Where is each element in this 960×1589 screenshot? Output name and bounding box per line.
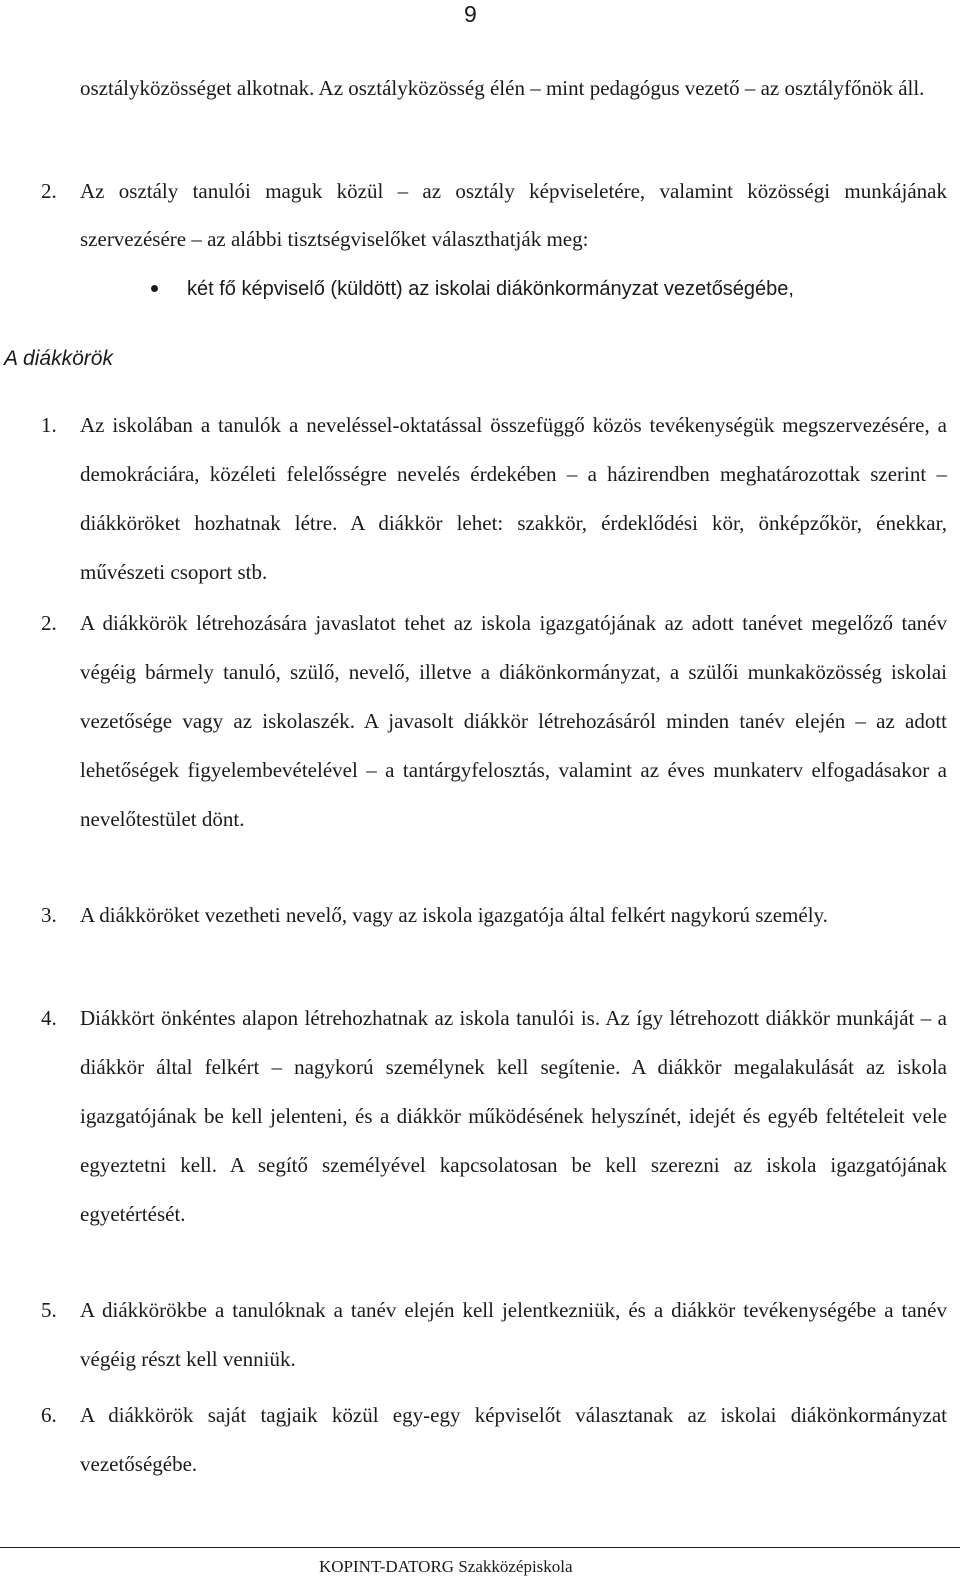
section-heading: A diákkörök <box>4 347 113 370</box>
list-item-number: 2. <box>41 179 57 203</box>
list-item <box>41 994 947 1239</box>
list-item <box>41 599 947 844</box>
continuation-paragraph: osztályközösséget alkotnak. Az osztályközösség élén – mint pedagógus vezető – az osztályfőnök áll. <box>80 76 925 100</box>
list-item-number: 6. <box>41 1403 57 1427</box>
list-item-number: 2. <box>41 611 57 635</box>
list-item <box>41 1286 947 1384</box>
list-item-text: A diákkörökbe a tanulóknak a tanév elején kell jelentkezniük, és a diákkör tevékenységébe a tanév végéig részt kell venniük. <box>80 1298 947 1371</box>
list-item-number: 1. <box>41 413 57 437</box>
list-item-text: Az osztály tanulói maguk közül – az osztály képviseletére, valamint közösségi munkájának szervezésére – az alábbi tisztségviselőket választhatják meg: <box>80 179 947 251</box>
page-number: 9 <box>464 1 477 27</box>
footer-text: KOPINT-DATORG Szakközépiskola <box>319 1557 573 1576</box>
list-item-text: Az iskolában a tanulók a neveléssel-oktatással összefüggő közös tevékenységük megszervezésére, a demokráciára, közéleti felelősségre nevelés érdekében – a házirendben meghatározottak szerint – diákköröket hozhatnak létre. A diákkör lehet: szakkör, érdeklődési kör, önképzőkör, énekkar, művészeti csoport stb. <box>80 413 947 584</box>
list-item <box>41 1391 947 1489</box>
list-item-number: 4. <box>41 1006 57 1030</box>
list-item-number: 3. <box>41 903 57 927</box>
list-item-text: A diákköröket vezetheti nevelő, vagy az iskola igazgatója által felkért nagykorú személy. <box>80 903 828 927</box>
list-item-text: A diákkörök létrehozására javaslatot tehet az iskola igazgatójának az adott tanévet megelőző tanév végéig bármely tanuló, szülő, nevelő, illetve a diákönkormányzat, a szülői munkaközösség iskolai vezetősége vagy az iskolaszék. A javasolt diákkör létrehozásáról minden tanév elején – az adott lehetőségek figyelembevételével – a tantárgyfelosztás, valamint az éves munkaterv elfogadásakor a nevelőtestület dönt. <box>80 611 947 831</box>
bullet-text: két fő képviselő (küldött) az iskolai diákönkormányzat vezetőségébe, <box>187 278 794 300</box>
list-item <box>41 401 947 597</box>
list-item-number: 5. <box>41 1298 57 1322</box>
list-item <box>41 167 947 263</box>
list-item <box>41 891 947 940</box>
list-item-text: A diákkörök saját tagjaik közül egy-egy képviselőt választanak az iskolai diákönkormányzat vezetőségébe. <box>80 1403 947 1476</box>
footer-divider <box>0 1547 960 1548</box>
list-item-text: Diákkört önkéntes alapon létrehozhatnak az iskola tanulói is. Az így létrehozott diákkör munkáját – a diákkör által felkért – nagykorú személynek kell segítenie. A diákkör megalakulását az iskola igazgatójának be kell jelenteni, és a diákkör működésének helyszínét, idejét és egyéb feltételeit vele egyeztetni kell. A segítő személyével kapcsolatosan be kell szerezni az iskola igazgatójának egyetértését. <box>80 1006 947 1226</box>
bullet-icon <box>151 285 158 292</box>
bullet-item <box>151 274 941 304</box>
